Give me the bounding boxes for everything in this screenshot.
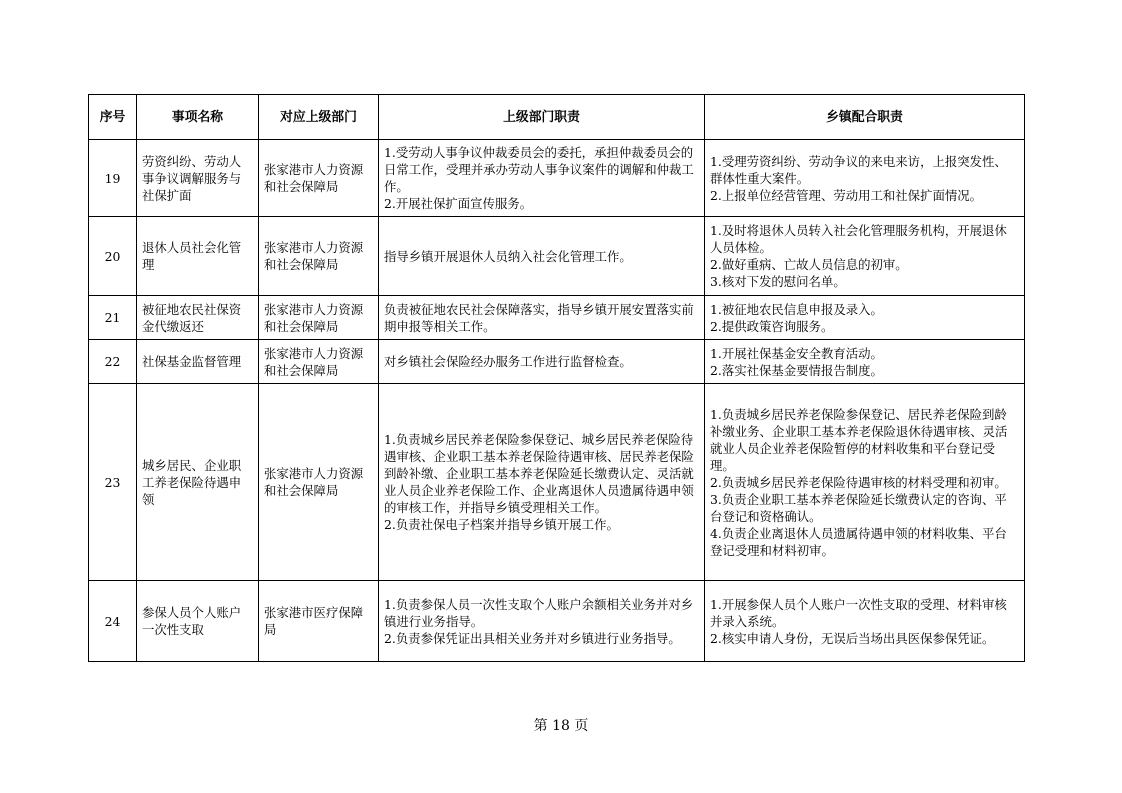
page-number: 第 18 页 [533,718,589,734]
row-item-name: 被征地农民社保资金代缴返还 [137,296,259,340]
duty-line: 3.核对下发的慰问名单。 [710,274,846,289]
duty-line: 2.落实社保基金要情报告制度。 [710,362,883,378]
row-serial: 20 [89,217,137,296]
duty-line: 1.负责城乡居民养老保险参保登记、城乡居民养老保险待遇审核、企业职工基本养老保险待遇审核、居民养老保险到龄补缴、企业职工基本养老保险延长缴费认定、灵活就业人员企业养老保险工作、企业离退休人员遗属待遇申领的审核工作，并指导乡镇受理相关工作。 [384,432,694,515]
duty-line: 2.负责社保电子档案并指导乡镇开展工作。 [384,517,619,532]
duty-line: 2.上报单位经营管理、劳动用工和社保扩面情况。 [710,187,983,203]
header-serial: 序号 [89,95,137,140]
duty-line: 负责被征地农民社会保障落实，指导乡镇开展安置落实前期申报等相关工作。 [384,301,694,334]
row-town-duties [705,581,1025,662]
table-row [89,217,1025,296]
table-row [89,581,1025,662]
duty-line: 1.开展社保基金安全教育活动。 [710,345,883,361]
table-row [89,340,1025,384]
row-item-name: 劳资纠纷、劳动人事争议调解服务与社保扩面 [137,140,259,217]
duty-line: 1.被征地农民信息申报及录入。 [710,301,883,317]
row-item-name: 参保人员个人账户一次性支取 [137,581,259,662]
row-upper-duties [379,217,705,296]
row-town-duties [705,140,1025,217]
duty-line: 1.受理劳资纠纷、劳动争议的来电来访，上报突发性、群体性重大案件。 [710,153,1007,186]
table-row [89,140,1025,217]
row-town-duties [705,384,1025,581]
duty-line: 4.负责企业离退休人员遗属待遇申领的材料收集、平台登记受理和材料初审。 [710,525,1007,558]
row-serial: 24 [89,581,137,662]
row-upper-dept: 张家港市人力资源和社会保障局 [259,217,379,296]
row-town-duties [705,296,1025,340]
duty-line: 1.负责参保人员一次性支取个人账户余额相关业务并对乡镇进行业务指导。 [384,596,694,629]
header-upper-dept: 对应上级部门 [259,95,379,140]
row-item-name: 社保基金监督管理 [137,340,259,384]
row-upper-duties [379,581,705,662]
row-upper-duties [379,296,705,340]
duty-line: 对乡镇社会保险经办服务工作进行监督检查。 [384,354,632,369]
row-upper-dept: 张家港市医疗保障局 [259,581,379,662]
header-item-name: 事项名称 [137,95,259,140]
row-serial: 22 [89,340,137,384]
row-serial: 21 [89,296,137,340]
row-upper-duties [379,340,705,384]
header-town-duties: 乡镇配合职责 [705,95,1025,140]
row-town-duties [705,217,1025,296]
duty-line: 2.核实申请人身份，无误后当场出具医保参保凭证。 [710,630,995,646]
duty-line: 3.负责企业职工基本养老保险延长缴费认定的咨询、平台登记和资格确认。 [710,491,1007,524]
duty-line: 1.负责城乡居民养老保险参保登记、居民养老保险到龄补缴业务、企业职工基本养老保险退休待遇审核、灵活就业人员企业养老保险暂停的材料收集和平台登记受理。 [710,406,1008,473]
duty-line: 指导乡镇开展退休人员纳入社会化管理工作。 [384,248,632,264]
row-serial: 23 [89,384,137,581]
duty-line: 2.开展社保扩面宣传服务。 [384,196,533,211]
duty-line: 2.负责参保凭证出具相关业务并对乡镇进行业务指导。 [384,630,681,646]
responsibility-table [88,94,1025,662]
table-row [89,296,1025,340]
table-header-row [89,95,1025,140]
table-row [89,384,1025,581]
row-item-name: 城乡居民、企业职工养老保险待遇申领 [137,384,259,581]
duty-line: 1.及时将退休人员转入社会化管理服务机构，开展退休人员体检。 [710,223,1007,255]
row-serial: 19 [89,140,137,217]
row-upper-dept: 张家港市人力资源和社会保障局 [259,140,379,217]
duty-line: 1.受劳动人事争议仲裁委员会的委托，承担仲裁委员会的日常工作，受理并承办劳动人事争议案件的调解和仲裁工作。 [384,145,694,194]
header-upper-duties: 上级部门职责 [379,95,705,140]
row-town-duties [705,340,1025,384]
row-item-name: 退休人员社会化管理 [137,217,259,296]
row-upper-dept: 张家港市人力资源和社会保障局 [259,296,379,340]
row-upper-dept: 张家港市人力资源和社会保障局 [259,340,379,384]
duty-line: 2.负责城乡居民养老保险待遇审核的材料受理和初审。 [710,474,1007,490]
duty-line: 2.提供政策咨询服务。 [710,318,834,334]
duty-line: 1.开展参保人员个人账户一次性支取的受理、材料审核并录入系统。 [710,596,1007,629]
row-upper-dept: 张家港市人力资源和社会保障局 [259,384,379,581]
row-upper-duties [379,140,705,217]
duty-line: 2.做好重病、亡故人员信息的初审。 [710,257,908,272]
row-upper-duties [379,384,705,581]
